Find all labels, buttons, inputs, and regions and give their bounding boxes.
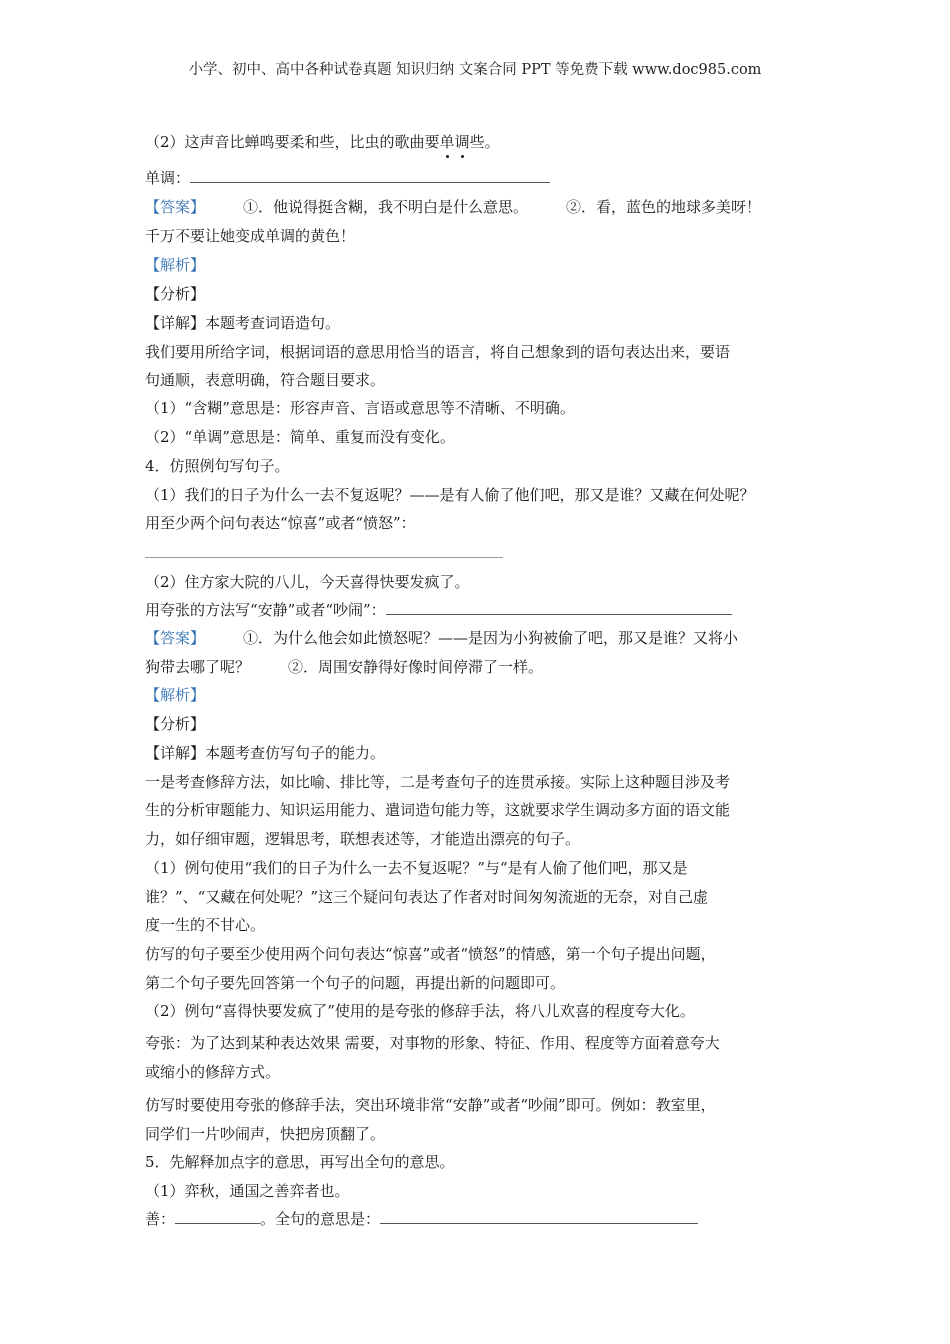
analysis-text: 句通顺，表意明确，符合题目要求。: [145, 371, 386, 389]
question-4-2: （2）住方家大院的八儿，今天喜得快要发疯了。: [145, 573, 470, 591]
answer-2-cont: [145, 657, 825, 677]
answer-1-cont: 千万不要让她变成单调的黄色！: [145, 227, 356, 245]
answer-2: [145, 628, 825, 648]
answer-2-part1: ①．为什么他会如此愤怒呢？——是因为小狗被偷了吧，那又是谁？又将小: [243, 629, 739, 647]
question-4-title: 4．仿照例句写句子。: [145, 457, 290, 475]
question-4-1: （1）我们的日子为什么一去不复返呢？——是有人偷了他们吧，那又是谁？又藏在何处呢？: [145, 486, 755, 504]
question-5-1-prompt: [145, 1209, 825, 1229]
question-5-title: 5．先解释加点字的意思，再写出全句的意思。: [145, 1153, 455, 1171]
dotted-char-dan: 单: [439, 133, 455, 151]
answer-1-part2: ②．看，蓝色的地球多美呀！: [566, 198, 762, 216]
xiangjie: 【详解】本题考查仿写句子的能力。: [145, 744, 386, 762]
jiexi-tag: 【解析】: [145, 256, 206, 274]
page-header: 小学、初中、高中各种试卷真题 知识归纳 文案合同 PPT 等免费下载 www.doc985.com: [188, 62, 762, 78]
q3-2-text: （2）这声音比蝉鸣要柔和些，比虫的歌曲要: [145, 133, 440, 151]
answer-blank[interactable]: [175, 1209, 260, 1224]
answer-1-part1: ①．他说得挺含糊，我不明白是什么意思。: [243, 198, 529, 216]
question-4-2-prompt: [145, 600, 825, 620]
prompt-label: 单调：: [145, 169, 191, 187]
question-4-1-prompt: 用至少两个问句表达“惊喜”或者“愤怒”：: [145, 514, 416, 532]
answer-tag: 【答案】: [145, 198, 206, 216]
answer-blank[interactable]: [190, 168, 550, 183]
analysis-text: 或缩小的修辞方式。: [145, 1063, 281, 1081]
analysis-text: 仿写的句子要至少使用两个问句表达“惊喜”或者“愤怒”的情感，第一个句子提出问题，: [145, 945, 716, 963]
analysis-text: 第二个句子要先回答第一个句子的问题，再提出新的问题即可。: [145, 974, 566, 992]
answer-blank[interactable]: [386, 600, 732, 615]
answer-blank[interactable]: [145, 557, 503, 558]
analysis-text: （1）例句使用“我们的日子为什么一去不复返呢？”与“是有人偷了他们吧，那又是: [145, 859, 688, 877]
analysis-text: 谁？”、“又藏在何处呢？”这三个疑问句表达了作者对时间匆匆流逝的无奈，对自己虚: [145, 888, 709, 906]
dotted-char-diao: 调: [454, 133, 470, 151]
answer-2-part2: ②．周围安静得好像时间停滞了一样。: [288, 658, 544, 676]
fenxi-tag: 【分析】: [145, 285, 206, 303]
analysis-text: 力，如仔细审题，逻辑思考，联想表述等，才能造出漂亮的句子。: [145, 830, 581, 848]
analysis-text: 夸张：为了达到某种表达效果 需要，对事物的形象、特征、作用、程度等方面着意夸大: [145, 1034, 720, 1052]
question-5-1: （1）弈秋，通国之善弈者也。: [145, 1182, 350, 1200]
prompt-label: 善：: [145, 1210, 176, 1228]
analysis-text: 仿写时要使用夸张的修辞手法，突出环境非常“安静”或者“吵闹”即可。例如：教室里，: [145, 1096, 716, 1114]
answer-1: [145, 197, 825, 217]
q3-2-answer-prompt: [145, 168, 825, 188]
analysis-text: 同学们一片吵闹声，快把房顶翻了。: [145, 1125, 386, 1143]
analysis-text: （1）“含糊”意思是：形容声音、言语或意思等不清晰、不明确。: [145, 399, 575, 417]
analysis-text: （2）“单调”意思是：简单、重复而没有变化。: [145, 428, 455, 446]
xiangjie: 【详解】本题考查词语造句。: [145, 314, 341, 332]
analysis-text: 我们要用所给字词，根据词语的意思用恰当的语言，将自己想象到的语句表达出来，要语: [145, 343, 731, 361]
fenxi-tag: 【分析】: [145, 715, 206, 733]
answer-2-cont-text: 狗带去哪了呢？: [145, 658, 251, 676]
prompt-label: 。全句的意思是：: [260, 1210, 381, 1228]
analysis-text: 生的分析审题能力、知识运用能力、遣词造句能力等，这就要求学生调动多方面的语文能: [145, 801, 731, 819]
prompt-label: 用夸张的方法写“安静”或者“吵闹”：: [145, 601, 386, 619]
q3-2-text-end: 些。: [469, 133, 500, 151]
question-3-2: [145, 132, 825, 152]
answer-tag: 【答案】: [145, 629, 206, 647]
analysis-text: 度一生的不甘心。: [145, 916, 266, 934]
answer-blank[interactable]: [380, 1209, 698, 1224]
jiexi-tag: 【解析】: [145, 686, 206, 704]
analysis-text: 一是考查修辞方法，如比喻、排比等，二是考查句子的连贯承接。实际上这种题目涉及考: [145, 773, 731, 791]
analysis-text: （2）例句“喜得快要发疯了”使用的是夸张的修辞手法，将八儿欢喜的程度夸大化。: [145, 1002, 695, 1020]
